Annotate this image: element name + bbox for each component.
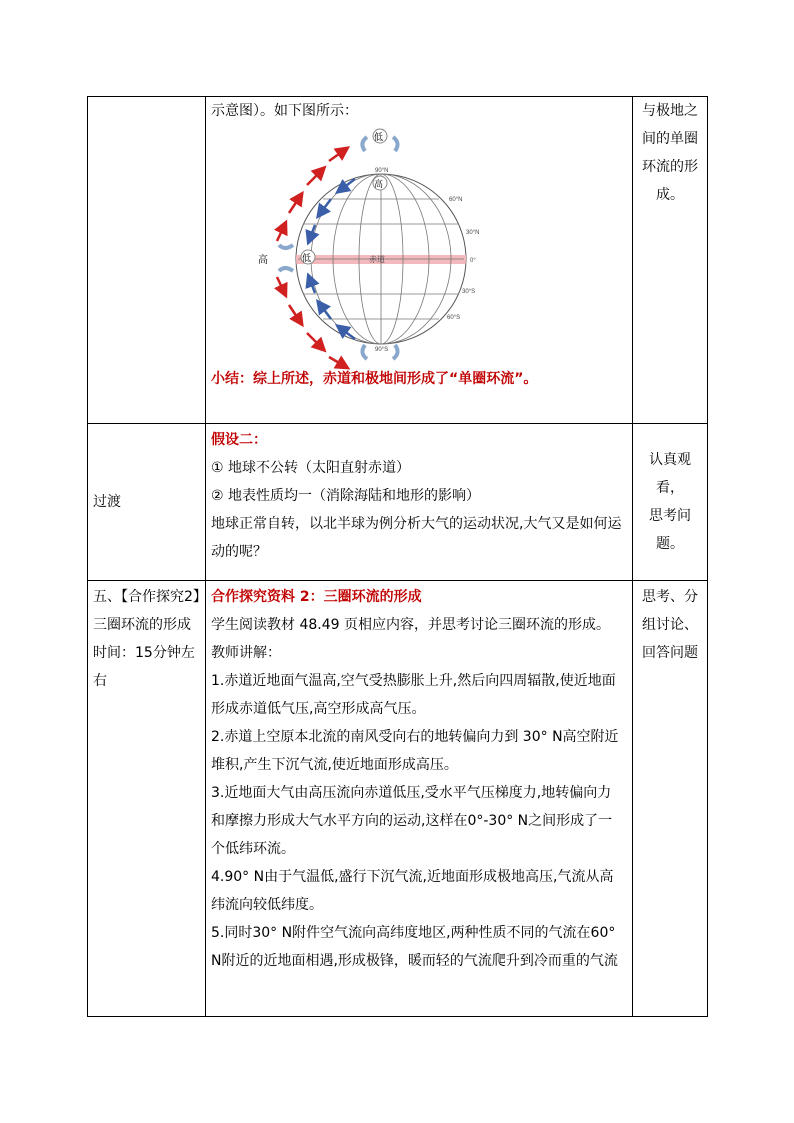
- row2-stage-cell: 过渡: [88, 424, 206, 581]
- content-line: 教师讲解：: [211, 645, 281, 661]
- hypothesis-item: ① 地球不公转（太阳直射赤道）: [211, 460, 411, 476]
- content-line: 和摩擦力形成大气水平方向的运动,这样在0°-30° N之间形成了一: [211, 813, 613, 829]
- svg-text:高: 高: [258, 255, 268, 266]
- svg-text:低: 低: [374, 133, 384, 143]
- question-text: 地球正常自转，以北半球为例分析大气的运动状况,大气又是如何运: [211, 516, 622, 532]
- row3-activity-line: 思考、分: [642, 589, 698, 605]
- row3-content-cell: [206, 581, 633, 1017]
- content-line: 学生阅读教材 48.49 页相应内容，并思考讨论三圈环流的形成。: [211, 617, 610, 633]
- row1-activity-line: 间的单圈: [642, 131, 698, 147]
- stage-title: 五、【合作探究2】: [93, 589, 207, 605]
- content-line: 1.赤道近地面气温高,空气受热膨胀上升,然后向四周辐散,使近地面: [211, 673, 616, 689]
- svg-text:高: 高: [374, 180, 384, 190]
- equator-label: 赤道: [369, 255, 385, 264]
- lat-label-30s: 30°S: [462, 289, 476, 295]
- content-line: N附近的近地面相遇,形成极锋，暖而轻的气流爬升到冷而重的气流: [211, 953, 618, 969]
- pressure-equator-high: [258, 253, 268, 266]
- row1-stage-cell: [88, 97, 206, 424]
- inquiry-heading: 合作探究资料 2：三圈环流的形成: [211, 589, 422, 605]
- row3-activity-line: 组讨论、: [642, 617, 698, 633]
- row3-activity-cell: [633, 581, 708, 1017]
- question-text: 动的呢？: [211, 544, 267, 560]
- content-line: 纬流向较低纬度。: [211, 897, 323, 913]
- lat-label-90n: 90°N: [375, 168, 389, 174]
- table-row-transition: [88, 424, 708, 581]
- stage-title: 三圈环流的形成: [93, 617, 191, 633]
- content-line: 堆积,产生下沉气流,使近地面形成高压。: [211, 757, 458, 773]
- row2-activity-line: 认真观看，: [649, 452, 691, 496]
- svg-text:低: 低: [302, 254, 312, 264]
- table-row-inquiry: [88, 581, 708, 1017]
- summary-text: 小结：综上所述，赤道和极地间形成了“单圈环流”。: [211, 371, 538, 387]
- lesson-plan-table: [87, 96, 708, 1017]
- lat-label-90s: 90°S: [375, 347, 389, 353]
- lat-label-30n: 30°N: [466, 230, 480, 236]
- single-cell-circulation-diagram: [258, 129, 491, 359]
- content-line: 个低纬环流。: [211, 841, 295, 857]
- intro-text: 示意图）。如下图所示：: [211, 103, 358, 119]
- content-line: 形成赤道低气压,高空形成高气压。: [211, 701, 426, 717]
- row1-activity-line: 与极地之: [642, 103, 698, 119]
- row2-content-cell: [206, 424, 633, 581]
- lat-label-60n: 60°N: [449, 197, 463, 203]
- pressure-north-low: [373, 129, 387, 143]
- stage-time: 右: [93, 673, 107, 689]
- table-row-diagram: [88, 97, 708, 424]
- stage-time: 时间：15分钟左: [93, 645, 195, 661]
- content-line: 3.近地面大气由高压流向赤道低压,受水平气压梯度力,地转偏向力: [211, 785, 612, 801]
- row1-activity-line: 成。: [656, 187, 684, 203]
- pressure-equator-low: [301, 250, 315, 264]
- row3-activity-line: 回答问题: [642, 645, 698, 661]
- row2-activity-line: 思考问题。: [649, 508, 691, 552]
- pressure-north-high: [373, 176, 387, 190]
- row1-activity-cell: [633, 97, 708, 424]
- row2-activity-cell: [633, 424, 708, 581]
- row3-stage-cell: [88, 581, 206, 1017]
- row1-content-cell: [206, 97, 633, 424]
- hypothesis-heading: 假设二：: [211, 432, 267, 448]
- content-line: 5.同时30° N附件空气流向高纬度地区,两种性质不同的气流在60°: [211, 925, 616, 941]
- lat-label-60s: 60°S: [447, 315, 461, 321]
- content-line: 2.赤道上空原本北流的南风受向右的地转偏向力到 30° N高空附近: [211, 729, 619, 745]
- lat-label-0: 0°: [470, 258, 476, 264]
- hypothesis-item: ② 地表性质均一（消除海陆和地形的影响）: [211, 488, 480, 504]
- row1-activity-line: 环流的形: [642, 159, 698, 175]
- content-line: 4.90° N由于气温低,盛行下沉气流,近地面形成极地高压,气流从高: [211, 869, 614, 885]
